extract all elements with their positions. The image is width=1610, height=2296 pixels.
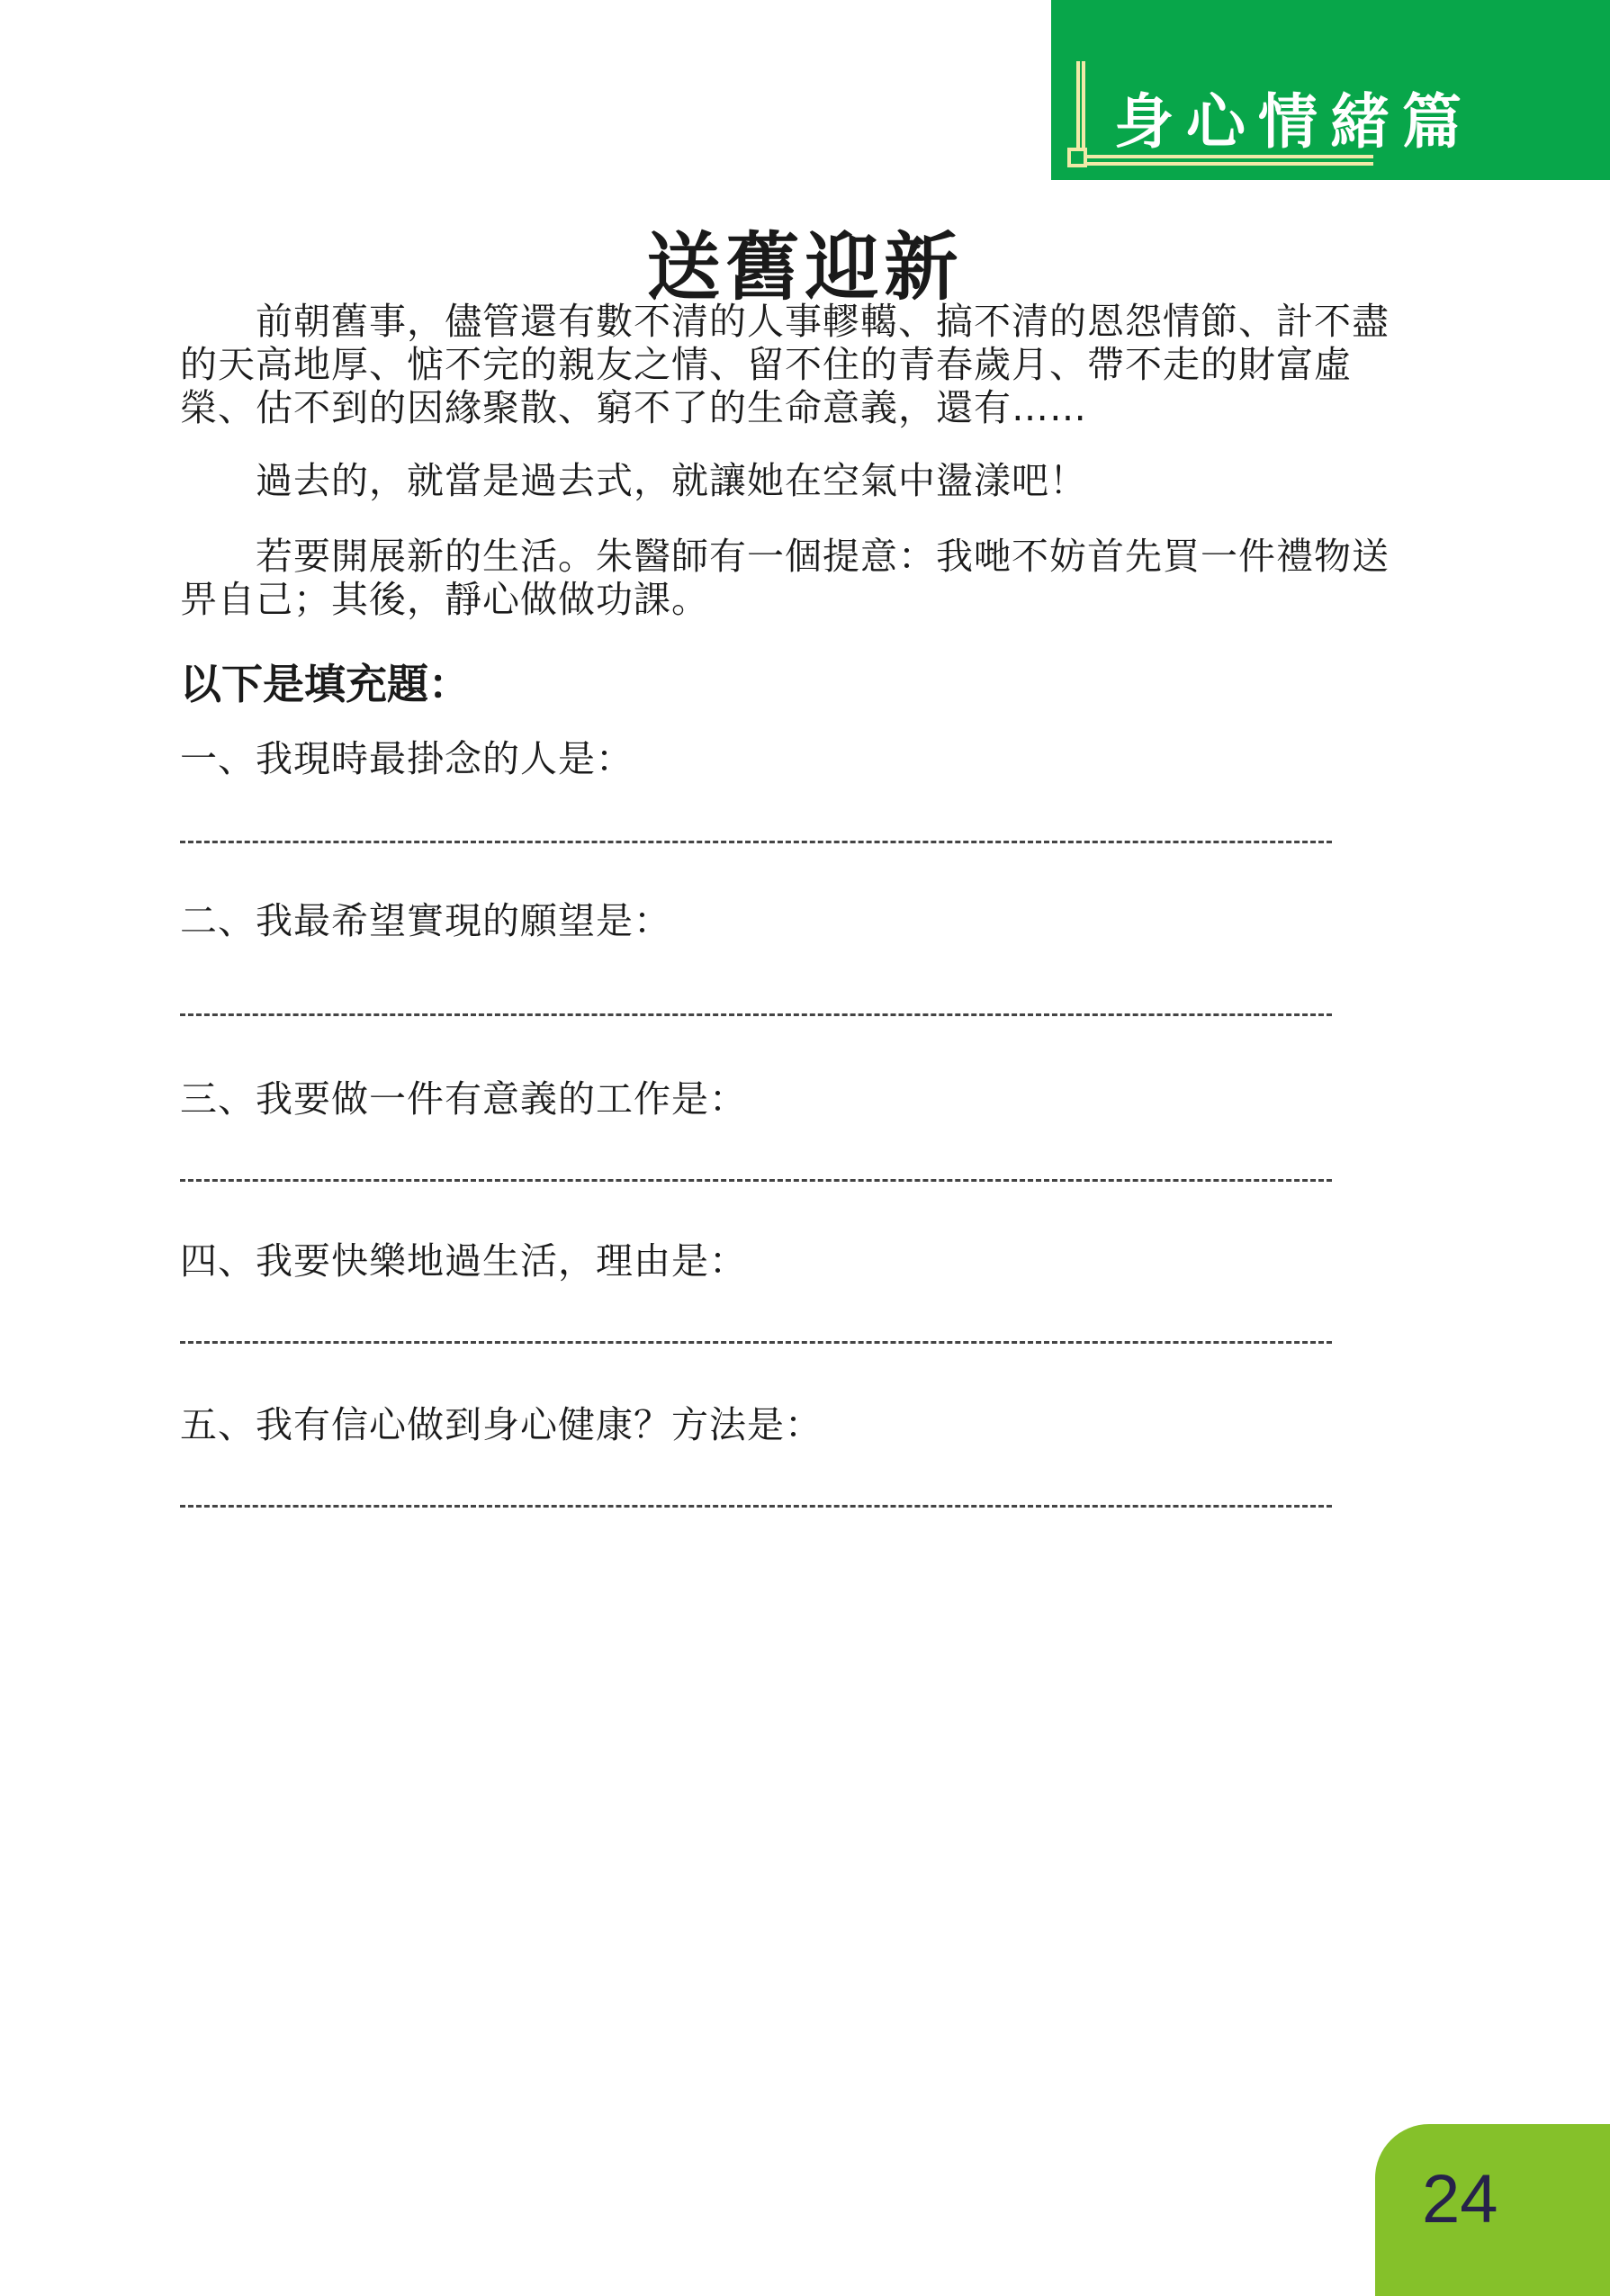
fill-in-heading: 以下是填充題： bbox=[180, 660, 470, 708]
answer-line-5[interactable] bbox=[180, 1505, 1332, 1508]
question-5: 五、我有信心做到身心健康？方法是： bbox=[180, 1403, 823, 1446]
paragraph-new-life: 若要開展新的生活。朱醫師有一個提意：我哋不妨首先買一件禮物送畀自己；其後，靜心做做功課。 bbox=[180, 535, 1390, 621]
question-3: 三、我要做一件有意義的工作是： bbox=[180, 1077, 747, 1121]
paragraph-past: 過去的，就當是過去式，就讓她在空氣中盪漾吧！ bbox=[256, 459, 1087, 502]
question-4: 四、我要快樂地過生活，理由是： bbox=[180, 1239, 747, 1283]
paragraph-intro: 前朝舊事，儘管還有數不清的人事轇轕、搞不清的恩怨情節、計不盡的天高地厚、惦不完的親友之情、留不住的青春歲月、帶不走的財富虛榮、估不到的因緣聚散、窮不了的生命意義，還有…… bbox=[180, 300, 1390, 429]
answer-line-2[interactable] bbox=[180, 1013, 1332, 1016]
question-1: 一、我現時最掛念的人是： bbox=[180, 737, 634, 780]
tab-frame-corner bbox=[1067, 148, 1087, 167]
question-2: 二、我最希望實現的願望是： bbox=[180, 899, 671, 942]
answer-line-3[interactable] bbox=[180, 1179, 1332, 1182]
page-title: 送舊迎新 bbox=[646, 225, 964, 311]
answer-line-4[interactable] bbox=[180, 1341, 1332, 1344]
page-number-badge bbox=[1375, 2124, 1610, 2296]
page-number: 24 bbox=[1422, 2161, 1498, 2237]
answer-line-1[interactable] bbox=[180, 841, 1332, 843]
section-tab bbox=[1051, 0, 1610, 180]
section-title: 身心情緒篇 bbox=[1114, 86, 1474, 157]
